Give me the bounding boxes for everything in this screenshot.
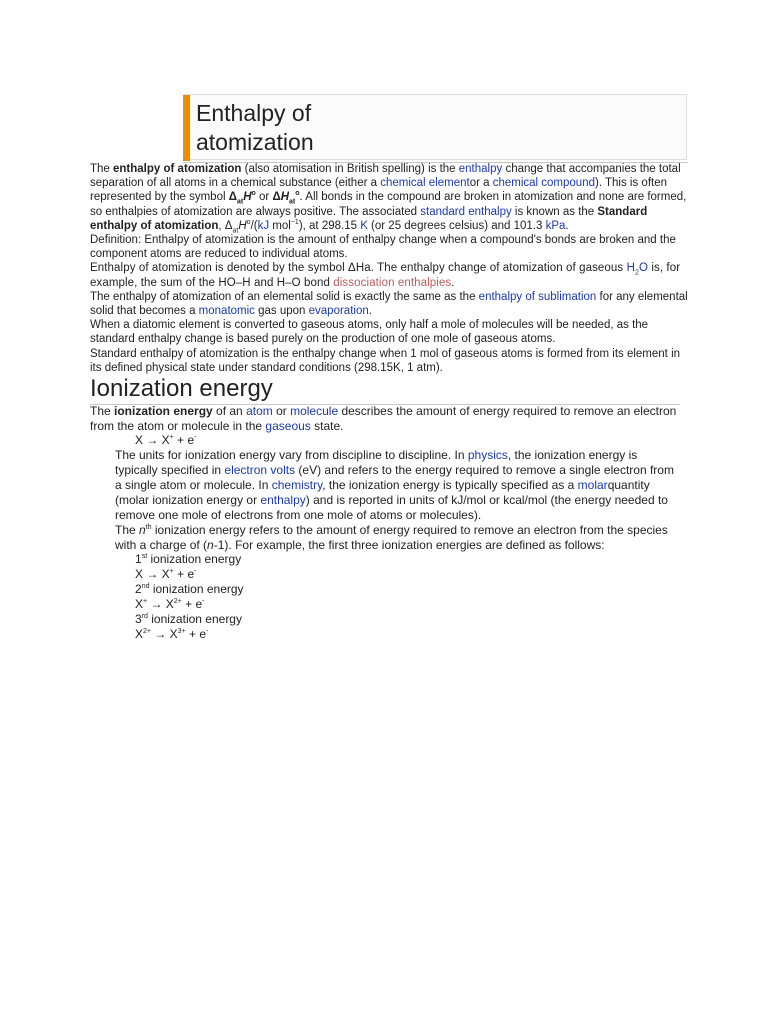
link-chemistry[interactable]: chemistry	[271, 478, 323, 492]
link-enthalpy[interactable]: enthalpy	[458, 163, 503, 175]
link-chemical-element[interactable]: chemical element	[380, 177, 470, 190]
link-gaseous[interactable]: gaseous	[265, 419, 311, 433]
section-heading-ionization: Ionization energy	[90, 375, 273, 402]
link-molar[interactable]: molar	[577, 478, 608, 492]
link-atom[interactable]: atom	[246, 404, 273, 418]
atomization-paragraph-6: Standard enthalpy of atomization is the enthalpy change when 1 mol of gaseous atoms is formed from its element in its defined physical state under standard conditions (298.15K, 1 atm).	[90, 347, 681, 374]
link-kj[interactable]: kJ	[257, 219, 270, 232]
atomization-section	[90, 162, 690, 375]
ionization-paragraph-3: The $n^{th}$ ionization energy refers to the amount of energy required to remove an electron from the species with a charge of (n-1). For example, the first three ionization energies are defined as follows:	[115, 523, 668, 552]
atomization-paragraph-1: The enthalpy of atomization (also atomisation in British spelling) is the enthalpy change that accompanies the total separation of all atoms in a chemical substance (either a chemical elementor a chemical compound). This is often represented by the symbol $\Delta_{at}H^o$ or $\Delta H_{at}^o$. All bonds in the compound are broken in atomization and none are formed, so enthalpies of atomization are always positive. The associated standard enthalpy is known as the Standard enthalpy of atomization, $\Delta_{at}H^o/(kJ$ mol$^{-1}$), at 298.15 K (or 25 degrees celsius) and 101.3 kPa.	[90, 163, 687, 235]
ionization-intro	[90, 404, 680, 434]
equation-first-ionization: X → X+ + e-	[135, 433, 197, 447]
ionization-paragraph-2: The units for ionization energy vary from discipline to discipline. In physics, the ionization energy is typically specified in electron volts (eV) and refers to the energy required to remove a single electron from a single atom or molecule. In chemistry, the ionization energy is typically specified as a molarquantity (molar ionization energy or enthalpy) and is reported in units of kJ/mol or kcal/mol (the energy needed to remove one mole of electrons from one mole of atoms or molecules).	[115, 448, 674, 522]
link-enthalpy-2[interactable]: enthalpy	[260, 493, 306, 507]
link-physics[interactable]: physics	[467, 448, 508, 462]
list-item: X → X+ + e-	[135, 567, 197, 581]
link-dissociation-enthalpies[interactable]: dissociation enthalpies	[333, 276, 452, 289]
link-monatomic[interactable]: monatomic	[198, 305, 255, 318]
link-kelvin[interactable]: K	[360, 219, 368, 232]
list-item: 3rd ionization energy	[135, 612, 242, 626]
symbol-delta-at-h: $\Delta_{at}H^o$	[228, 190, 256, 206]
link-evaporation[interactable]: evaporation	[308, 305, 369, 318]
ionization-body	[115, 448, 680, 553]
link-chemical-compound[interactable]: chemical compound	[492, 177, 595, 190]
link-water[interactable]: $H_2O$	[626, 262, 649, 277]
page-title: Enthalpy of atomization	[196, 100, 314, 155]
title-box	[183, 94, 687, 160]
link-molecule[interactable]: molecule	[290, 404, 339, 418]
list-item: 1st ionization energy	[135, 552, 242, 566]
list-item: $X^+ \to X^{2+} + e^-$	[135, 597, 205, 611]
link-enthalpy-of-sublimation[interactable]: enthalpy of sublimation	[478, 290, 597, 303]
atomization-paragraph-5: When a diatomic element is converted to gaseous atoms, only half a mole of molecules will be needed, as the standard enthalpy change is based purely on the production of one mole of gaseous atoms.	[90, 319, 649, 346]
link-standard-enthalpy[interactable]: standard enthalpy	[420, 205, 512, 218]
ionization-list	[135, 552, 244, 642]
symbol-delta-h-at: $\Delta H_{at}^o$	[272, 190, 300, 206]
ionization-paragraph-1: The ionization energy of an atom or molecule describes the amount of energy required to remove an electron from the atom or molecule in the gaseous state.	[90, 404, 677, 433]
list-item: 2nd ionization energy	[135, 582, 244, 596]
atomization-definition: Definition: Enthalpy of atomization is the amount of enthalpy change when a compound's bonds are broken and the component atoms are reduced to individual atoms.	[90, 234, 676, 261]
title-accent-bar	[183, 95, 190, 161]
list-item: $X^{2+} \to X^{3+} + e^-$	[135, 627, 209, 641]
atomization-paragraph-3: Enthalpy of atomization is denoted by the symbol ΔHa. The enthalpy change of atomization of gaseous $H_2O$ is, for example, the sum of the HO–H and H–O bond dissociation enthalpies.	[90, 262, 681, 289]
link-kpa[interactable]: kPa	[545, 219, 566, 232]
atomization-paragraph-4: The enthalpy of atomization of an elemental solid is exactly the same as the enthalpy of sublimation for any elemental solid that becomes a monatomic gas upon evaporation.	[90, 290, 688, 318]
link-electron-volts[interactable]: electron volts	[224, 463, 296, 477]
